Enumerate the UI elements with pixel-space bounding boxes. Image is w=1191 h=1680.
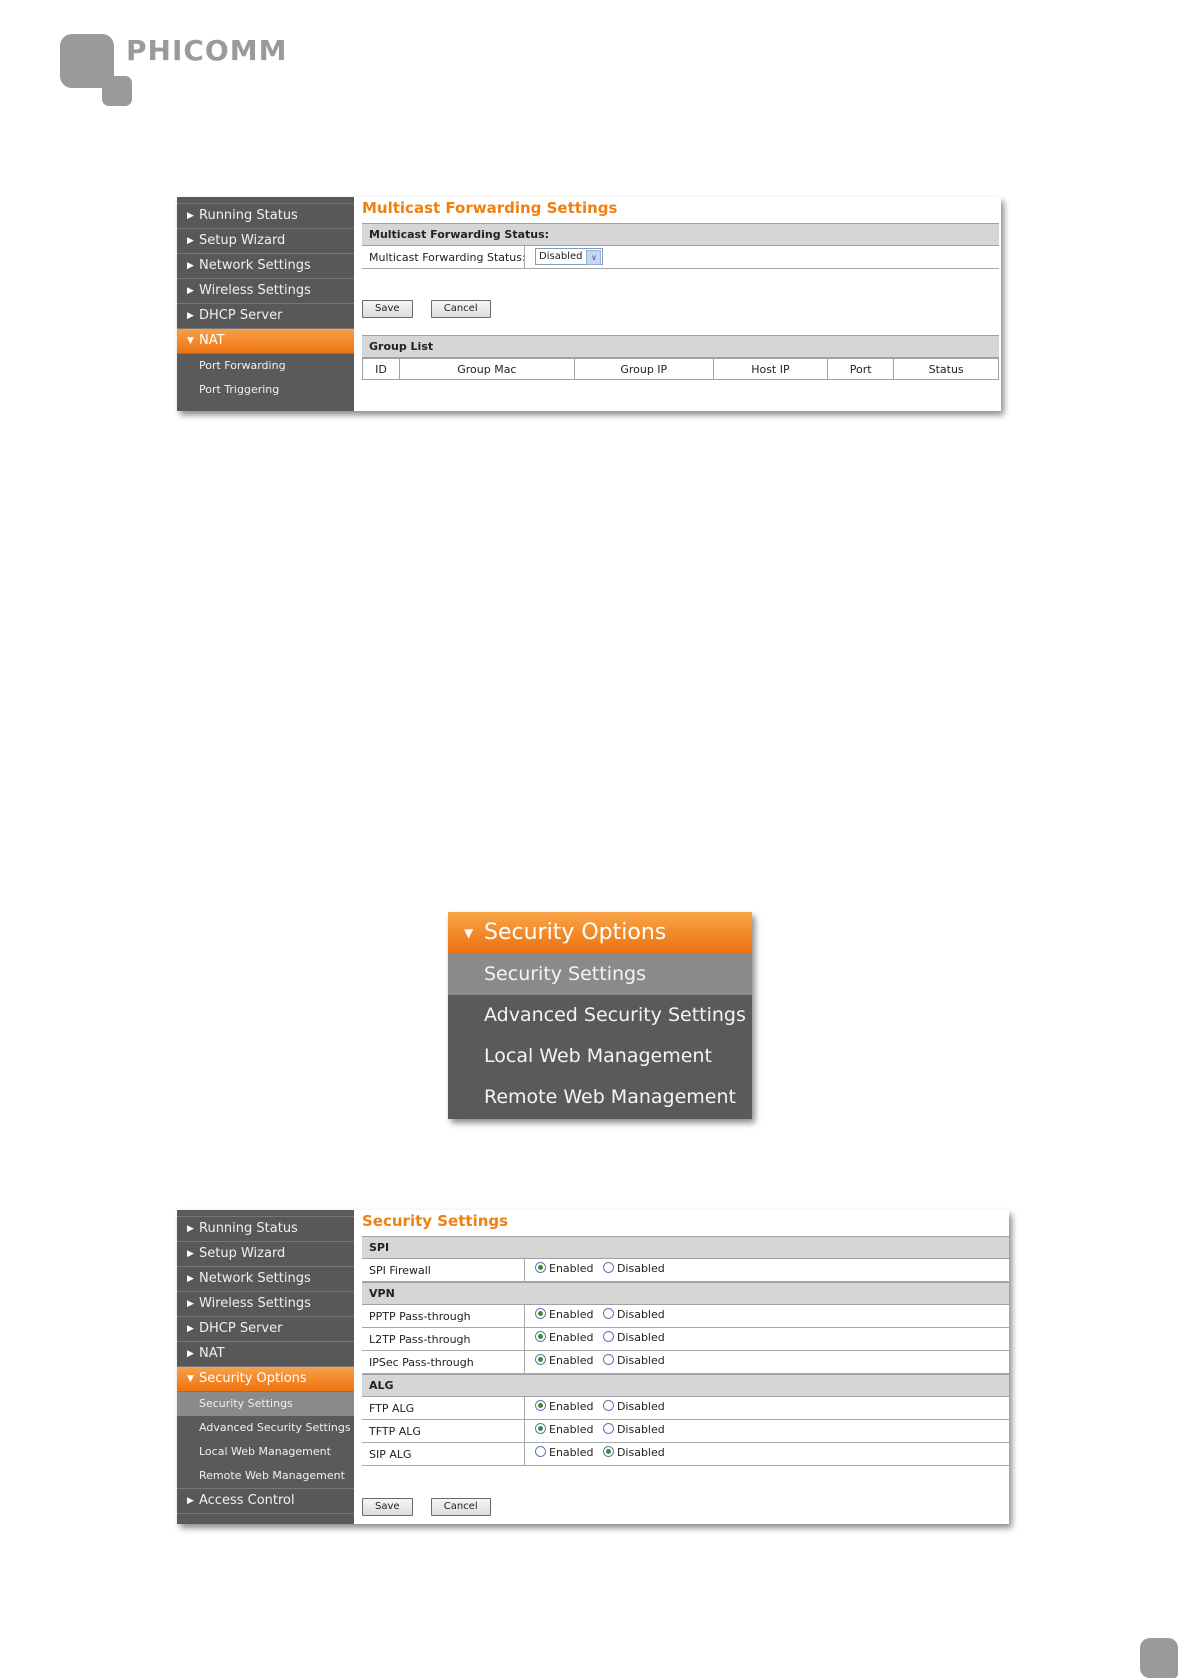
chevron-right-icon: ▶ <box>187 261 194 271</box>
row-ipsec <box>362 1351 1009 1374</box>
row-pptp <box>362 1305 1009 1328</box>
sidebar-item-network-settings[interactable]: ▶ Network Settings <box>177 254 354 279</box>
sidebar-subitem-local-web-management[interactable]: Local Web Management <box>177 1440 354 1464</box>
sidebar-cut-item <box>177 197 354 204</box>
row-ftp-alg <box>362 1397 1009 1420</box>
radio-unchecked-icon <box>603 1331 614 1342</box>
radio-disabled[interactable]: Disabled <box>603 1423 665 1436</box>
col-host-ip: Host IP <box>713 359 827 380</box>
radio-checked-icon <box>535 1400 546 1411</box>
col-id: ID <box>363 359 400 380</box>
radio-checked-icon <box>535 1308 546 1319</box>
multicast-status-select[interactable]: Disabled ∨ <box>535 248 603 265</box>
section-vpn: VPN <box>362 1282 1009 1305</box>
radio-unchecked-icon <box>603 1308 614 1319</box>
cancel-button[interactable]: Cancel <box>431 300 491 318</box>
page-title: Multicast Forwarding Settings <box>362 199 618 217</box>
sidebar-subitem-advanced-security-settings[interactable]: Advanced Security Settings <box>177 1416 354 1440</box>
row-label: FTP ALG <box>369 1402 415 1415</box>
sidebar-item-setup-wizard[interactable]: ▶ Setup Wizard <box>177 1242 354 1267</box>
sidebar-subitem-security-settings[interactable]: Security Settings <box>177 1392 354 1416</box>
chevron-right-icon: ▶ <box>187 311 194 321</box>
section-alg: ALG <box>362 1374 1009 1397</box>
sidebar-item-network-settings[interactable]: ▶ Network Settings <box>177 1267 354 1292</box>
cancel-button[interactable]: Cancel <box>431 1498 491 1516</box>
row-options <box>524 1420 671 1442</box>
row-options <box>524 1351 671 1373</box>
sidebar-item-nat[interactable]: ▼ NAT <box>177 329 354 354</box>
radio-unchecked-icon <box>603 1400 614 1411</box>
chevron-down-icon: ▼ <box>464 926 474 940</box>
chevron-right-icon: ▶ <box>187 1299 194 1309</box>
sidebar <box>177 1210 354 1524</box>
radio-checked-icon <box>535 1262 546 1273</box>
group-list-table <box>362 358 999 380</box>
sidebar-item-running-status[interactable]: ▶ Running Status <box>177 204 354 229</box>
security-settings-screenshot <box>177 1210 1009 1524</box>
brand-name: PHICOMM <box>126 34 288 67</box>
chevron-right-icon: ▶ <box>187 211 194 221</box>
menu-item-local-web-management[interactable]: Local Web Management <box>484 1045 712 1067</box>
radio-unchecked-icon <box>603 1354 614 1365</box>
row-tftp-alg <box>362 1420 1009 1443</box>
chevron-right-icon: ▶ <box>187 236 194 246</box>
col-port: Port <box>828 359 894 380</box>
sidebar-item-security-options[interactable]: ▼ Security Options <box>177 1367 354 1392</box>
row-label: L2TP Pass-through <box>369 1333 471 1346</box>
radio-unchecked-icon <box>535 1446 546 1457</box>
sidebar-item-running-status[interactable]: ▶ Running Status <box>177 1217 354 1242</box>
menu-item-security-settings[interactable]: Security Settings <box>448 954 752 995</box>
chevron-right-icon: ▶ <box>187 1249 194 1259</box>
radio-enabled[interactable]: Enabled <box>535 1423 593 1436</box>
col-group-mac: Group Mac <box>399 359 574 380</box>
button-row <box>362 296 999 318</box>
section-group-list: Group List <box>362 335 999 358</box>
sidebar-subitem-port-triggering[interactable]: Port Triggering <box>177 378 354 402</box>
row-spi-firewall <box>362 1259 1009 1282</box>
row-l2tp <box>362 1328 1009 1351</box>
sidebar-subitem-port-forwarding[interactable]: Port Forwarding <box>177 354 354 378</box>
chevron-right-icon: ▶ <box>187 286 194 296</box>
save-button[interactable]: Save <box>362 300 413 318</box>
chevron-down-icon: ∨ <box>586 250 601 265</box>
sidebar-item-dhcp-server[interactable]: ▶ DHCP Server <box>177 1317 354 1342</box>
row-options <box>524 1259 671 1281</box>
security-options-menu <box>448 912 752 1119</box>
menu-header-security-options[interactable]: ▼ Security Options <box>448 912 752 954</box>
main-content <box>362 197 999 411</box>
section-spi: SPI <box>362 1236 1009 1259</box>
col-status: Status <box>894 359 999 380</box>
main-content <box>362 1210 1009 1524</box>
multicast-status-cell <box>524 246 603 268</box>
logo-square-small <box>102 76 132 106</box>
menu-item-advanced-security-settings[interactable]: Advanced Security Settings <box>484 1004 746 1026</box>
row-label: PPTP Pass-through <box>369 1310 471 1323</box>
radio-enabled[interactable]: Enabled <box>535 1308 593 1321</box>
chevron-right-icon: ▶ <box>187 1324 194 1334</box>
section-multicast-status: Multicast Forwarding Status: <box>362 223 999 246</box>
multicast-status-label: Multicast Forwarding Status: <box>369 251 526 264</box>
row-sip-alg <box>362 1443 1009 1466</box>
radio-enabled[interactable]: Enabled <box>535 1400 593 1413</box>
row-label: IPSec Pass-through <box>369 1356 474 1369</box>
radio-unchecked-icon <box>603 1423 614 1434</box>
radio-enabled[interactable]: Enabled <box>535 1354 593 1367</box>
row-label: SPI Firewall <box>369 1264 431 1277</box>
radio-unchecked-icon <box>603 1262 614 1273</box>
row-options <box>524 1328 671 1350</box>
row-options <box>524 1305 671 1327</box>
chevron-down-icon: ▼ <box>187 336 194 346</box>
chevron-right-icon: ▶ <box>187 1496 194 1506</box>
radio-checked-icon <box>535 1331 546 1342</box>
sidebar-subitem-remote-web-management[interactable]: Remote Web Management <box>177 1464 354 1488</box>
button-row <box>362 1494 1009 1516</box>
radio-disabled[interactable]: Disabled <box>603 1400 665 1413</box>
chevron-right-icon: ▶ <box>187 1349 194 1359</box>
page-title: Security Settings <box>362 1212 509 1230</box>
phicomm-logo <box>60 34 310 114</box>
row-options <box>524 1397 671 1419</box>
multicast-status-row <box>362 246 999 269</box>
page-number-tab <box>1140 1638 1178 1678</box>
sidebar-item-setup-wizard[interactable]: ▶ Setup Wizard <box>177 229 354 254</box>
col-group-ip: Group IP <box>574 359 713 380</box>
sidebar-item-nat[interactable]: ▶ NAT <box>177 1342 354 1367</box>
multicast-screenshot <box>177 197 1001 411</box>
radio-checked-icon <box>603 1446 614 1457</box>
table-header-row <box>363 359 999 380</box>
sidebar-item-dhcp-server[interactable]: ▶ DHCP Server <box>177 304 354 329</box>
chevron-right-icon: ▶ <box>187 1274 194 1284</box>
radio-disabled[interactable]: Disabled <box>603 1446 665 1459</box>
sidebar-item-access-control[interactable]: ▶ Access Control <box>177 1488 354 1514</box>
radio-checked-icon <box>535 1423 546 1434</box>
radio-disabled[interactable]: Disabled <box>603 1308 665 1321</box>
sidebar-item-wireless-settings[interactable]: ▶ Wireless Settings <box>177 1292 354 1317</box>
row-options <box>524 1443 671 1465</box>
row-label: SIP ALG <box>369 1448 412 1461</box>
row-label: TFTP ALG <box>369 1425 421 1438</box>
radio-disabled[interactable]: Disabled <box>603 1331 665 1344</box>
chevron-down-icon: ▼ <box>187 1374 194 1384</box>
menu-item-remote-web-management[interactable]: Remote Web Management <box>484 1086 736 1108</box>
radio-disabled[interactable]: Disabled <box>603 1354 665 1367</box>
save-button[interactable]: Save <box>362 1498 413 1516</box>
sidebar-cut-item <box>177 1210 354 1217</box>
radio-enabled[interactable]: Enabled <box>535 1262 593 1275</box>
radio-checked-icon <box>535 1354 546 1365</box>
chevron-right-icon: ▶ <box>187 1224 194 1234</box>
radio-enabled[interactable]: Enabled <box>535 1446 593 1459</box>
radio-disabled[interactable]: Disabled <box>603 1262 665 1275</box>
radio-enabled[interactable]: Enabled <box>535 1331 593 1344</box>
sidebar-item-wireless-settings[interactable]: ▶ Wireless Settings <box>177 279 354 304</box>
sidebar <box>177 197 354 411</box>
